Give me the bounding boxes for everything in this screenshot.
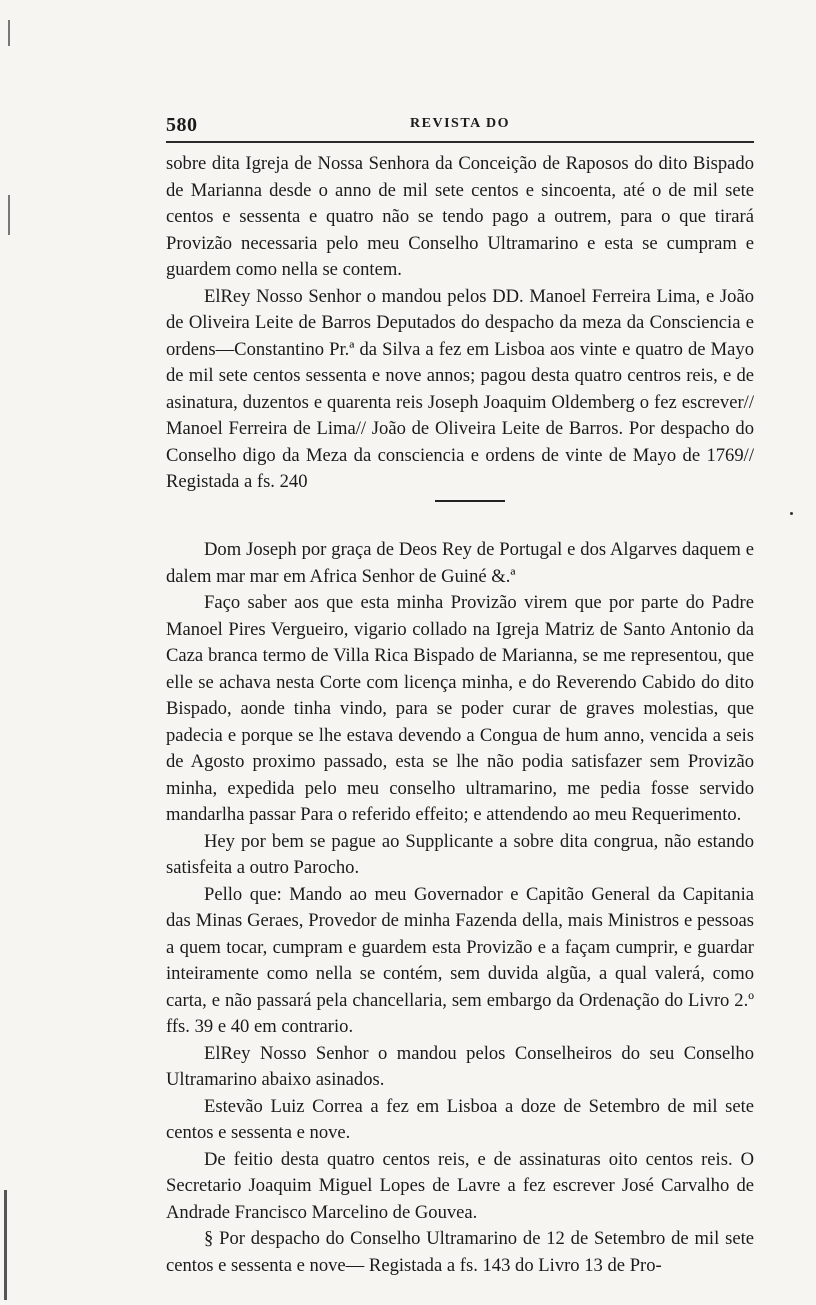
running-head: REVISTA DO [410,116,510,131]
paragraph: ElRey Nosso Senhor o mandou pelos DD. Manoel Ferreira Lima, e João de Oliveira Leite de Barros Deputados do despacho da meza da Consciencia e ordens—Constantino Pr.ª da Silva a fez em Lisboa aos vinte e quatro de Mayo de mil sete centos sessenta e nove annos; pagou desta quatro centros reis, e de asinatura, duzentos e quarenta reis Joseph Joaquim Oldemberg o fez escrever// Manoel Ferreira de Lima// João de Oliveira Leite de Barros. Por despacho do Conselho digo da Meza da consciencia e ordens de vinte de Mayo de 1769// Registada a fs. 240 [166,285,754,492]
paragraph: sobre dita Igreja de Nossa Senhora da Conceição de Raposos do dito Bispado de Marianna desde o anno de mil sete centos e sincoenta, até o de mil sete centos e sessenta e quatro não se tendo pago a outrem, para o que tirará Provizão necessaria pelo meu Conselho Ultramarino e esta se cumpram e guardem como nella se contem. [166,153,754,280]
paragraph: § Por despacho do Conselho Ultramarino de 12 de Setembro de mil sete centos e sessenta e nove— Registada a fs. 143 do Livro 13 de Pro- [166,1228,754,1276]
paragraph: De feitio desta quatro centos reis, e de assinaturas oito centos reis. O Secretario Joaquim Miguel Lopes de Lavre a fez escrever José Carvalho de Andrade Francisco Marcelino de Gouvea. [166,1148,754,1223]
scan-edge-mark [8,195,10,235]
lower-text-block [166,537,754,1279]
scan-speck [790,512,793,515]
paragraph: ElRey Nosso Senhor o mandou pelos Conselheiros do seu Conselho Ultramarino abaixo asinados. [166,1042,754,1090]
paragraph: Pello que: Mando ao meu Governador e Capitão General da Capitania das Minas Geraes, Provedor de minha Fazenda della, mais Ministros e pessoas a quem tocar, cumpram e guardem esta Provizão e a façam cumprir, e guardar inteiramente como nella se contém, sem duvida algũa, a qual valerá, como carta, e não passará pela chancellaria, sem embargo da Ordenação do Livro 2.º ffs. 39 e 40 em contrario. [166,883,754,1037]
upper-text-block [166,151,754,496]
paragraph: Hey por bem se pague ao Supplicante a sobre dita congrua, não estando satisfeita a outro Parocho. [166,830,754,878]
paragraph: Estevão Luiz Correa a fez em Lisboa a doze de Setembro de mil sete centos e sessenta e nove. [166,1095,754,1143]
scan-edge-mark [4,1190,7,1300]
header-rule [166,141,754,143]
scan-edge-mark [8,20,10,46]
paragraph: Dom Joseph por graça de Deos Rey de Portugal e dos Algarves daquem e dalem mar mar em Africa Senhor de Guiné &.ª [166,539,754,587]
page-number: 580 [166,114,198,136]
paragraph: Faço saber aos que esta minha Provizão virem que por parte do Padre Manoel Pires Vergueiro, vigario collado na Igreja Matriz de Santo Antonio da Caza branca termo de Villa Rica Bispado de Marianna, se me representou, que elle se achava nesta Corte com licença minha, e do Reverendo Cabido do dito Bispado, aonde tinha vindo, para se poder curar de graves molestias, que padecia e porque se lhe estava devendo a Congua de hum anno, vencida a seis de Agosto proximo passado, esta se lhe não podia satisfazer sem Provizão minha, expedida pelo meu conselho ultramarino, me pedia fosse servido mandarlha passar Para o referido effeito; e attendendo ao meu Requerimento. [166,592,754,825]
page-header [166,114,754,144]
section-separator [435,500,505,502]
